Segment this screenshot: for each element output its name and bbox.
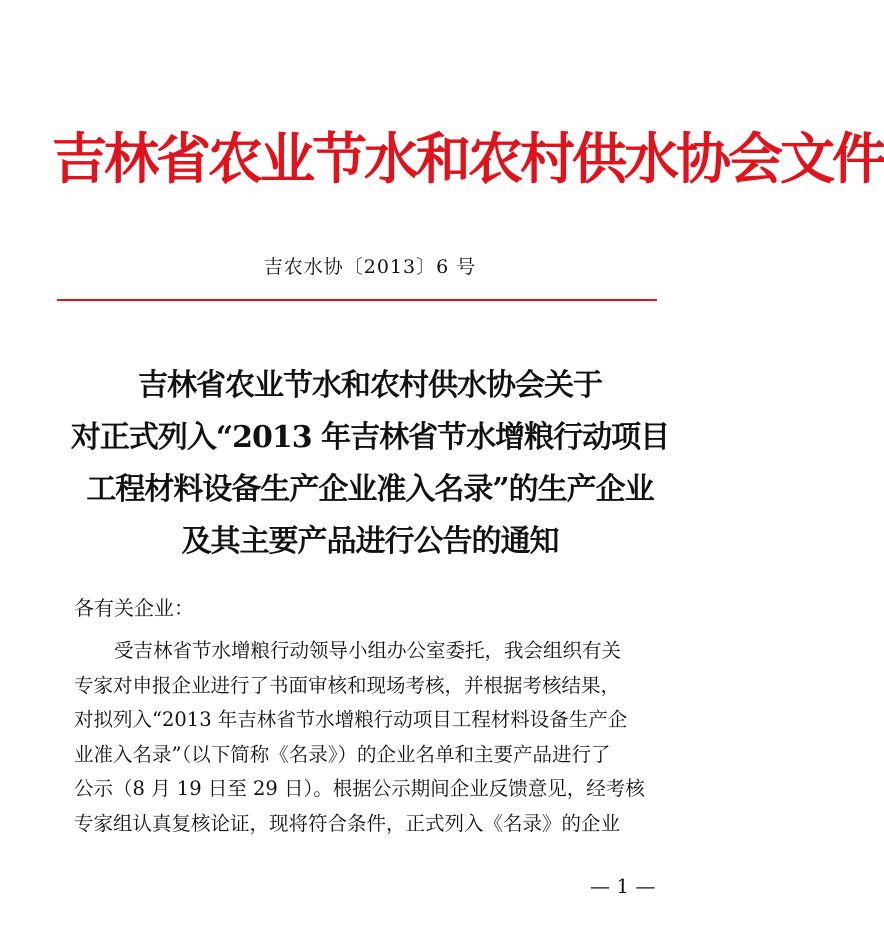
body-line: 专家对申报企业进行了书面审核和现场考核，并根据考核结果， [74,673,621,697]
body-line: 专家组认真复核论证，现将符合条件，正式列入《名录》的企业 [74,811,621,835]
title-line: 工程材料设备生产企业准入名录”的生产企业 [86,472,654,507]
organization-header-title: 吉林省农业节水和农村供水协会文件 [52,127,884,191]
title-line: 对正式列入“2013 年吉林省节水增粮行动项目 [70,420,670,455]
page-number: — 1 — [590,874,656,898]
red-divider-line [57,299,657,301]
salutation: 各有关企业： [74,596,194,620]
body-line: 公示（8 月 19 日至 29 日）。根据公示期间企业反馈意见，经考核 [74,777,645,800]
title-line: 吉林省农业节水和农村供水协会关于 [138,368,602,403]
body-paragraph [74,634,674,841]
body-line: 业准入名录”（以下简称《名录》）的企业名单和主要产品进行了 [74,742,611,766]
body-line: 对拟列入“2013 年吉林省节水增粮行动项目工程材料设备生产企 [74,708,628,731]
document-number: 吉农水协〔2013〕6 号 [263,256,477,278]
title-line: 及其主要产品进行公告的通知 [181,524,559,559]
notice-title [40,360,700,568]
body-line: 受吉林省节水增粮行动领导小组办公室委托，我会组织有关 [114,639,622,662]
